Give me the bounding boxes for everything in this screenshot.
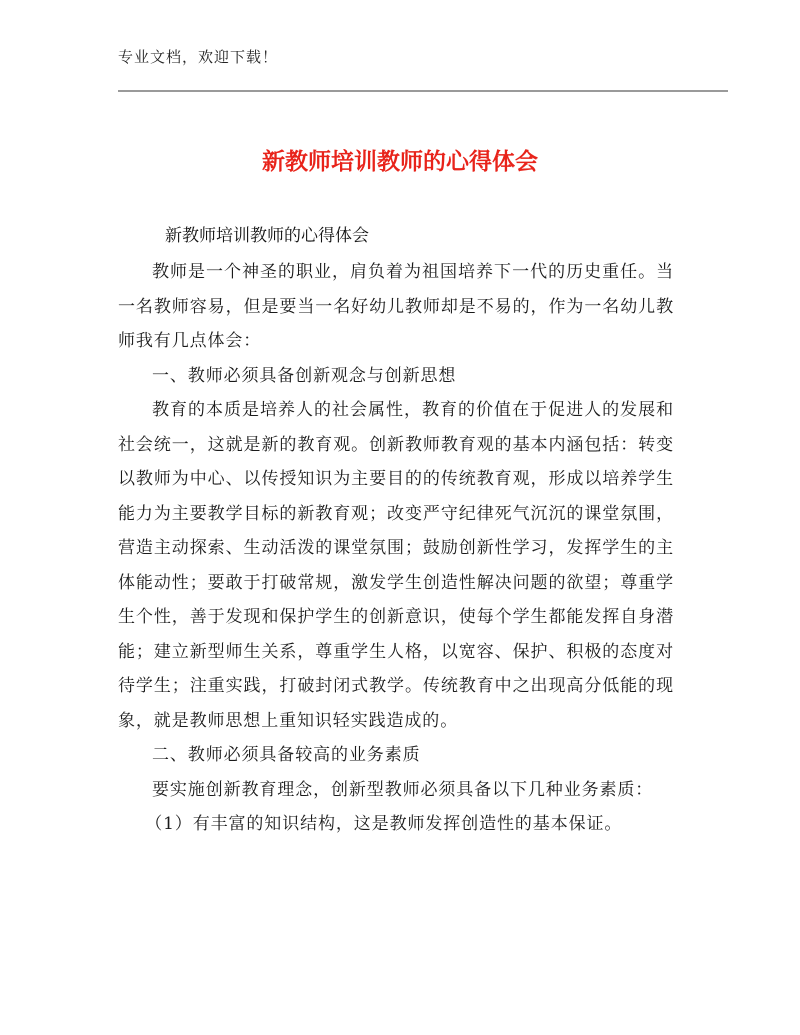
list-item-1: （1）有丰富的知识结构，这是教师发挥创造性的基本保证。	[145, 814, 623, 834]
header-divider	[118, 90, 728, 92]
document-subtitle: 新教师培训教师的心得体会	[165, 226, 369, 246]
section-heading-2: 二、教师必须具备较高的业务素质	[152, 745, 421, 765]
header-note: 专业文档，欢迎下载！	[118, 48, 279, 66]
document-title: 新教师培训教师的心得体会	[262, 149, 538, 175]
document-body	[118, 255, 674, 842]
paragraph-section-1: 教育的本质是培养人的社会属性，教育的价值在于促进人的发展和社会统一，这就是新的教育观。创新教师教育观的基本内涵包括：转变以教师为中心、以传授知识为主要目的的传统教育观，形成以培养学生能力为主要教学目标的新教育观；改变严守纪律死气沉沉的课堂氛围，营造主动探索、生动活泼的课堂氛围；鼓励创新性学习，发挥学生的主体能动性；要敢于打破常规，激发学生创造性解决问题的欲望；尊重学生个性，善于发现和保护学生的创新意识，使每个学生都能发挥自身潜能；建立新型师生关系，尊重学生人格，以宽容、保护、积极的态度对待学生；注重实践，打破封闭式教学。传统教育中之出现高分低能的现象，就是教师思想上重知识轻实践造成的。	[118, 400, 674, 731]
section-heading-1: 一、教师必须具备创新观念与创新思想	[152, 365, 457, 386]
paragraph-section-2: 要实施创新教育理念，创新型教师必须具备以下几种业务素质：	[152, 779, 654, 800]
paragraph-intro: 教师是一个神圣的职业，肩负着为祖国培养下一代的历史重任。当一名教师容易，但是要当一名好幼儿教师却是不易的，作为一名幼儿教师我有几点体会：	[118, 262, 674, 351]
